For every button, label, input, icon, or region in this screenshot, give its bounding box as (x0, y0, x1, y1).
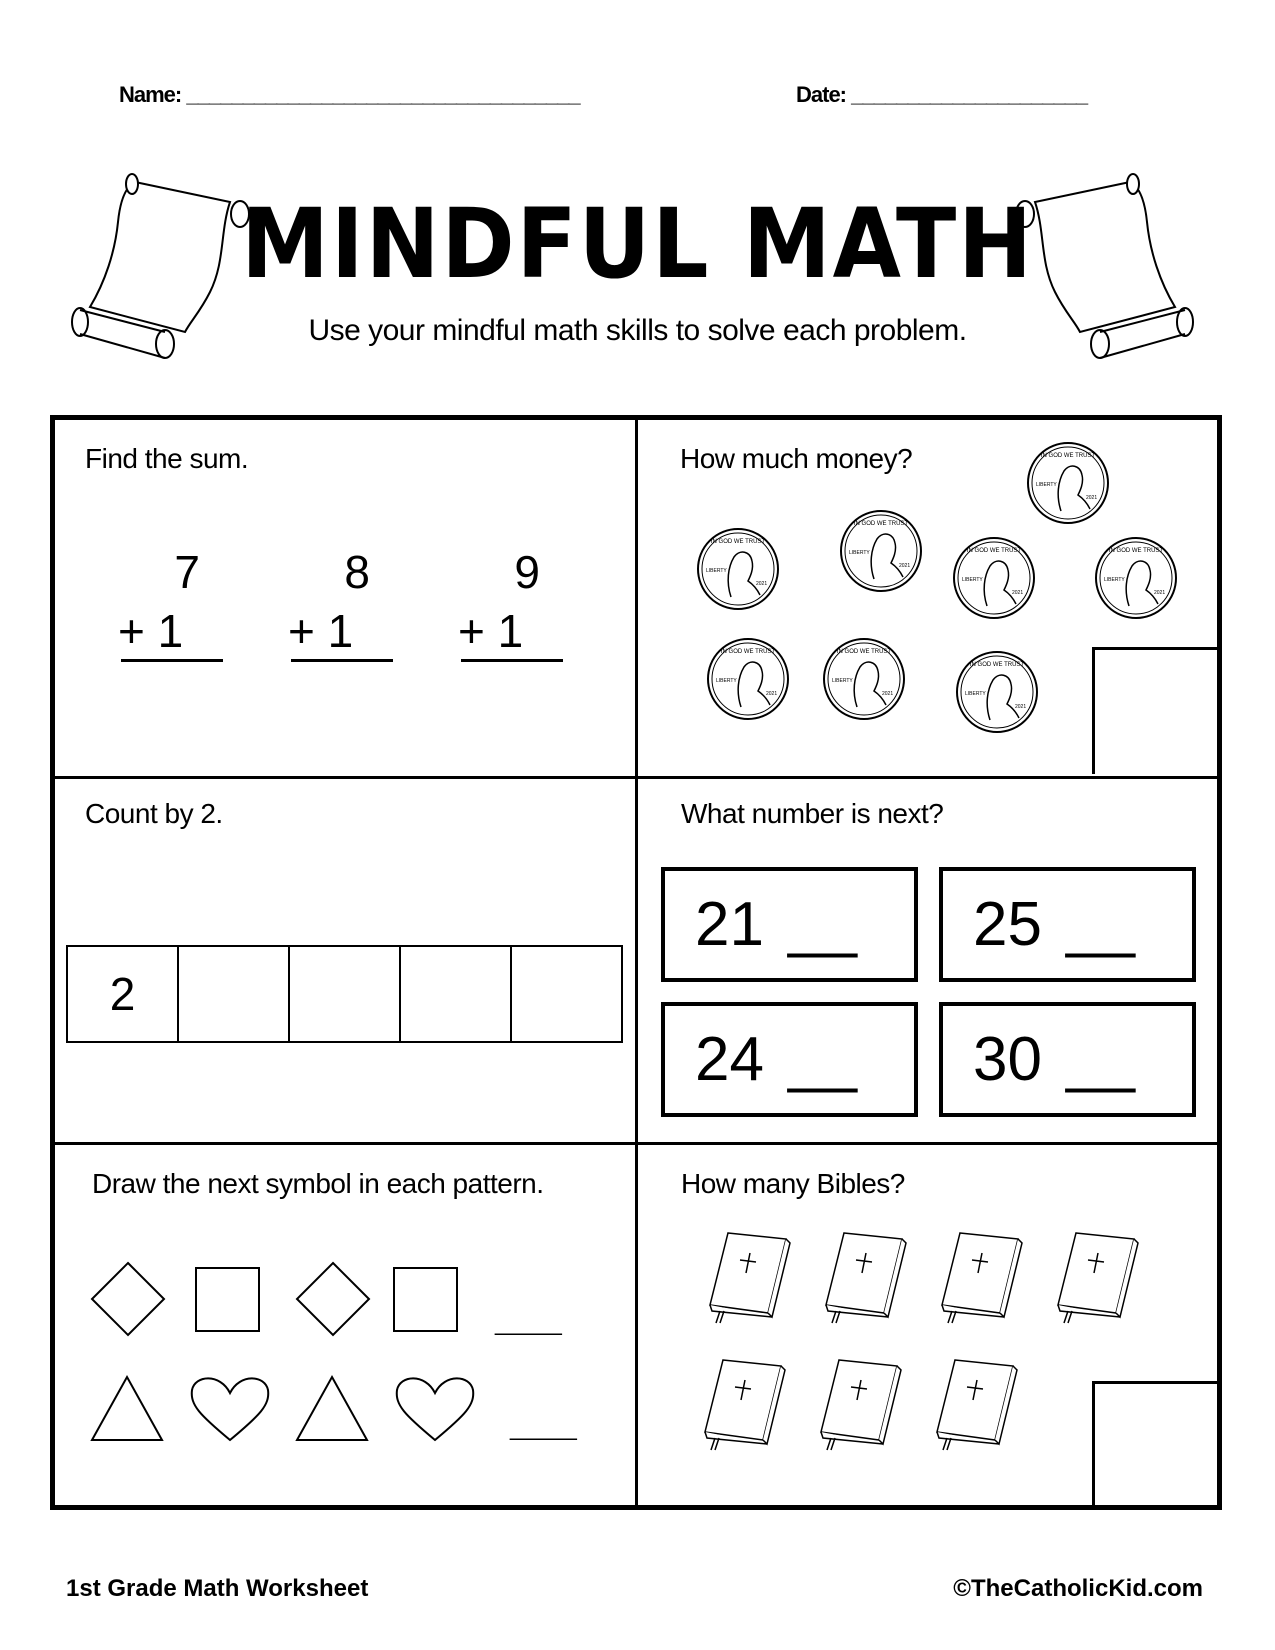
bible-icon (809, 1352, 909, 1452)
blank[interactable]: __ (1065, 890, 1135, 959)
count-cell[interactable] (290, 947, 401, 1041)
penny-icon (952, 536, 1036, 620)
svg-text:LIBERTY: LIBERTY (832, 678, 853, 684)
addend: + 1 (458, 605, 524, 657)
square-icon (394, 1268, 457, 1331)
penny-icon (706, 637, 790, 721)
count-label: Count by 2. (85, 798, 223, 829)
blank[interactable]: __ (787, 890, 857, 959)
divider (50, 776, 1222, 779)
svg-text:2021: 2021 (756, 581, 768, 587)
pattern-label: Draw the next symbol in each pattern. (92, 1168, 544, 1199)
penny-icon (955, 650, 1039, 734)
date-blank[interactable]: _____________________ (851, 82, 1088, 107)
name-field[interactable] (119, 82, 580, 108)
svg-text:LIBERTY: LIBERTY (965, 691, 986, 697)
footer-left: 1st Grade Math Worksheet (66, 1575, 369, 1602)
instructions: Use your mindful math skills to solve each problem. (308, 314, 967, 347)
bible-icon (814, 1225, 914, 1325)
next-number-box[interactable] (939, 867, 1196, 982)
bible-icon (693, 1352, 793, 1452)
footer-right: ©TheCatholicKid.com (953, 1575, 1203, 1602)
penny-icon (696, 527, 780, 611)
count-cell[interactable] (401, 947, 512, 1041)
next-number-box[interactable] (661, 1002, 918, 1117)
next-number-box[interactable] (939, 1002, 1196, 1117)
page-title: MINDFUL MATH (241, 188, 1034, 300)
sum-label: Find the sum. (85, 443, 249, 474)
bible-icon (698, 1225, 798, 1325)
addend: 7 (174, 546, 200, 598)
svg-text:2021: 2021 (1086, 495, 1098, 501)
bible-icon (930, 1225, 1030, 1325)
penny-icon (1026, 441, 1110, 525)
svg-text:2021: 2021 (882, 691, 894, 697)
svg-text:LIBERTY: LIBERTY (1104, 577, 1125, 583)
blank[interactable]: __ (787, 1025, 857, 1094)
svg-text:IN GOD WE TRUST: IN GOD WE TRUST (969, 662, 1025, 668)
answer-line[interactable] (291, 659, 393, 662)
bibles-label: How many Bibles? (681, 1168, 905, 1199)
name-label: Name: (119, 82, 182, 107)
svg-text:2021: 2021 (1154, 590, 1166, 596)
diamond-icon (92, 1263, 164, 1335)
svg-text:IN GOD WE TRUST: IN GOD WE TRUST (710, 539, 766, 545)
number: 30 (973, 1025, 1042, 1094)
diamond-icon (297, 1263, 369, 1335)
money-label: How much money? (680, 443, 913, 474)
svg-text:IN GOD WE TRUST: IN GOD WE TRUST (836, 649, 892, 655)
svg-text:IN GOD WE TRUST: IN GOD WE TRUST (853, 521, 909, 527)
svg-text:LIBERTY: LIBERTY (849, 550, 870, 556)
bibles-answer-box[interactable] (1092, 1381, 1217, 1505)
svg-text:IN GOD WE TRUST: IN GOD WE TRUST (1108, 548, 1164, 554)
svg-text:IN GOD WE TRUST: IN GOD WE TRUST (966, 548, 1022, 554)
name-blank[interactable]: ___________________________________ (186, 82, 580, 107)
answer-line[interactable] (121, 659, 223, 662)
penny-icon (822, 637, 906, 721)
addend: 8 (344, 546, 370, 598)
svg-text:IN GOD WE TRUST: IN GOD WE TRUST (720, 649, 776, 655)
number: 24 (695, 1025, 764, 1094)
triangle-icon (297, 1377, 367, 1440)
triangle-icon (92, 1377, 162, 1440)
svg-text:2021: 2021 (1012, 590, 1024, 596)
count-boxes (66, 945, 623, 1043)
svg-text:LIBERTY: LIBERTY (716, 678, 737, 684)
next-number-box[interactable] (661, 867, 918, 982)
svg-text:LIBERTY: LIBERTY (706, 568, 727, 574)
number: 21 (695, 890, 764, 959)
count-cell: 2 (68, 947, 179, 1041)
divider (635, 415, 638, 1510)
bible-icon (1046, 1225, 1146, 1325)
heart-icon (397, 1378, 473, 1440)
money-answer-box[interactable] (1092, 647, 1217, 774)
bible-icon (925, 1352, 1025, 1452)
addend: + 1 (118, 605, 184, 657)
penny-icon (1094, 536, 1178, 620)
count-cell[interactable] (179, 947, 290, 1041)
addend: + 1 (288, 605, 354, 657)
svg-text:LIBERTY: LIBERTY (1036, 482, 1057, 488)
date-label: Date: (796, 82, 847, 107)
svg-text:2021: 2021 (899, 563, 911, 569)
svg-text:IN GOD WE TRUST: IN GOD WE TRUST (1040, 453, 1096, 459)
penny-icon (839, 509, 923, 593)
date-field[interactable] (796, 82, 1087, 108)
count-cell[interactable] (512, 947, 621, 1041)
svg-text:2021: 2021 (766, 691, 778, 697)
answer-line[interactable] (461, 659, 563, 662)
pattern-answer-blank[interactable]: ___ (510, 1400, 577, 1444)
next-label: What number is next? (681, 798, 944, 829)
divider (50, 1142, 1222, 1145)
addend: 9 (514, 546, 540, 598)
number: 25 (973, 890, 1042, 959)
pattern-answer-blank[interactable]: ___ (495, 1295, 562, 1339)
blank[interactable]: __ (1065, 1025, 1135, 1094)
square-icon (196, 1268, 259, 1331)
heart-icon (192, 1378, 268, 1440)
svg-text:LIBERTY: LIBERTY (962, 577, 983, 583)
svg-text:2021: 2021 (1015, 704, 1027, 710)
